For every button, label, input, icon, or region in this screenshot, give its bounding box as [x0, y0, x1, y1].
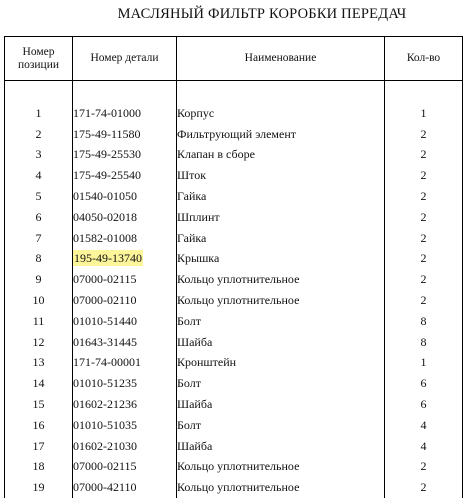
table-row: [5, 415, 463, 436]
position-cell: [5, 145, 73, 166]
part-number-cell: [73, 165, 177, 186]
part-name-cell: [177, 186, 385, 207]
part-name-cell: [177, 269, 385, 290]
quantity-cell: [385, 290, 463, 311]
part-number-cell-text: 01582-01008: [73, 230, 137, 245]
position-cell-text: 9: [35, 272, 42, 287]
part-name-cell-text: Корпус: [177, 105, 215, 120]
quantity-cell-text: 2: [420, 251, 427, 266]
quantity-cell: [385, 353, 463, 374]
header-position: [5, 37, 73, 81]
part-number-cell-text: 01643-31445: [73, 334, 137, 349]
spacer-cell: [73, 81, 177, 104]
part-name-cell: [177, 124, 385, 145]
table-row: [5, 311, 463, 332]
quantity-cell-text: 2: [420, 168, 427, 183]
quantity-cell: [385, 457, 463, 478]
quantity-cell: [385, 373, 463, 394]
quantity-cell-text: 2: [420, 189, 427, 204]
table-row: [5, 165, 463, 186]
part-number-cell-text: 195-49-13740: [74, 251, 142, 266]
spacer-row: [5, 81, 463, 104]
table-row: [5, 124, 463, 145]
part-name-cell-text: Гайка: [177, 230, 207, 245]
position-cell-text: 15: [32, 397, 45, 412]
part-name-cell-text: Кольцо уплотнительное: [177, 480, 300, 495]
position-cell-text: 19: [32, 480, 45, 495]
part-number-cell-text: 04050-02018: [73, 209, 137, 224]
table-row: [5, 373, 463, 394]
part-number-cell-text: 01602-21030: [73, 438, 137, 453]
table-row: [5, 353, 463, 374]
table-row: [5, 228, 463, 249]
part-number-cell-text: 01010-51235: [73, 376, 137, 391]
part-number-cell: [73, 436, 177, 457]
part-name-cell-text: Болт: [177, 313, 201, 328]
table-body: [5, 81, 463, 499]
position-cell: [5, 249, 73, 270]
position-cell: [5, 207, 73, 228]
position-cell: [5, 436, 73, 457]
part-number-cell-text: 07000-02110: [73, 293, 137, 308]
position-cell: [5, 477, 73, 498]
quantity-cell-text: 6: [420, 376, 427, 391]
part-name-cell: [177, 145, 385, 166]
part-number-cell-text: 07000-02115: [73, 459, 137, 474]
quantity-cell: [385, 124, 463, 145]
quantity-cell-text: 6: [420, 397, 427, 412]
part-number-cell: [73, 186, 177, 207]
part-name-cell: [177, 165, 385, 186]
quantity-cell-text: 4: [420, 417, 427, 432]
position-cell: [5, 311, 73, 332]
position-cell: [5, 373, 73, 394]
table-row: [5, 145, 463, 166]
quantity-cell: [385, 477, 463, 498]
position-cell-text: 8: [35, 251, 42, 266]
position-cell: [5, 394, 73, 415]
quantity-cell-text: 1: [420, 355, 427, 370]
position-cell-text: 14: [32, 376, 45, 391]
part-name-cell: [177, 311, 385, 332]
table-row: [5, 332, 463, 353]
table-row: [5, 436, 463, 457]
part-number-cell: [73, 457, 177, 478]
part-name-cell-text: Болт: [177, 376, 201, 391]
quantity-cell: [385, 311, 463, 332]
part-name-cell-text: Гайка: [177, 189, 207, 204]
position-cell-text: 2: [35, 126, 42, 141]
position-cell: [5, 290, 73, 311]
part-number-cell-text: 07000-42110: [73, 480, 137, 495]
part-number-cell-text: 07000-02115: [73, 272, 137, 287]
spacer-cell: [177, 81, 385, 104]
part-name-cell: [177, 207, 385, 228]
header-position-line1: Номер: [22, 45, 55, 58]
quantity-cell-text: 2: [420, 209, 427, 224]
position-cell: [5, 269, 73, 290]
part-name-cell-text: Болт: [177, 417, 201, 432]
position-cell: [5, 186, 73, 207]
document-title: МАСЛЯНЫЙ ФИЛЬТР КОРОБКИ ПЕРЕДАЧ: [117, 6, 407, 22]
position-cell-text: 11: [32, 313, 45, 328]
parts-table: [4, 36, 463, 498]
part-name-cell-text: Шайба: [177, 397, 213, 412]
part-name-cell-text: Кольцо уплотнительное: [177, 272, 300, 287]
position-cell: [5, 124, 73, 145]
quantity-cell: [385, 145, 463, 166]
part-number-cell: [73, 228, 177, 249]
part-number-cell-text: 01540-01050: [73, 189, 137, 204]
part-number-cell-text: 01010-51440: [73, 313, 137, 328]
position-cell-text: 3: [35, 147, 42, 162]
position-cell-text: 10: [32, 293, 45, 308]
part-number-cell-text: 175-49-11580: [73, 126, 141, 141]
position-cell: [5, 353, 73, 374]
part-number-cell: [73, 353, 177, 374]
part-name-cell-text: Шайба: [177, 438, 213, 453]
part-name-cell-text: Кольцо уплотнительное: [177, 459, 300, 474]
part-number-cell: [73, 394, 177, 415]
part-name-cell-text: Шток: [177, 168, 207, 183]
part-name-cell: [177, 373, 385, 394]
table-row: [5, 477, 463, 498]
position-cell: [5, 332, 73, 353]
quantity-cell-text: 1: [420, 105, 427, 120]
quantity-cell-text: 2: [420, 126, 427, 141]
header-part-number: Номер детали: [73, 37, 177, 81]
position-cell-text: 12: [32, 334, 45, 349]
position-cell-text: 7: [35, 230, 42, 245]
part-name-cell: [177, 353, 385, 374]
position-cell: [5, 415, 73, 436]
part-name-cell: [177, 249, 385, 270]
table-row: [5, 103, 463, 124]
table-row: [5, 186, 463, 207]
quantity-cell: [385, 249, 463, 270]
part-number-cell: [73, 145, 177, 166]
position-cell: [5, 103, 73, 124]
table-header-row: [5, 37, 463, 81]
part-number-cell: [73, 124, 177, 145]
quantity-cell-text: 2: [420, 459, 427, 474]
part-number-cell: [73, 207, 177, 228]
quantity-cell-text: 2: [420, 293, 427, 308]
part-name-cell: [177, 103, 385, 124]
position-cell: [5, 228, 73, 249]
spacer-cell: [5, 81, 73, 104]
position-cell: [5, 457, 73, 478]
position-cell: [5, 165, 73, 186]
part-number-cell: [73, 332, 177, 353]
quantity-cell: [385, 103, 463, 124]
part-name-cell-text: Клапан в сборе: [177, 147, 255, 162]
table-row: [5, 249, 463, 270]
quantity-cell-text: 2: [420, 272, 427, 287]
quantity-cell-text: 2: [420, 480, 427, 495]
part-number-cell-text: 01010-51035: [73, 417, 137, 432]
quantity-cell: [385, 165, 463, 186]
table-row: [5, 290, 463, 311]
part-number-cell-text: 175-49-25540: [73, 168, 141, 183]
table-row: [5, 394, 463, 415]
part-name-cell: [177, 332, 385, 353]
quantity-cell: [385, 394, 463, 415]
part-name-cell-text: Шайба: [177, 334, 213, 349]
part-number-cell-text: 175-49-25530: [73, 147, 141, 162]
part-name-cell: [177, 457, 385, 478]
part-number-cell: [73, 415, 177, 436]
part-name-cell: [177, 477, 385, 498]
position-cell-text: 13: [32, 355, 45, 370]
part-name-cell-text: Шплинт: [177, 209, 220, 224]
quantity-cell: [385, 269, 463, 290]
part-number-cell: [73, 269, 177, 290]
quantity-cell-text: 2: [420, 147, 427, 162]
part-name-cell: [177, 228, 385, 249]
part-number-cell-text: 171-74-00001: [73, 355, 141, 370]
position-cell-text: 5: [35, 189, 42, 204]
quantity-cell-text: 8: [420, 313, 427, 328]
part-number-cell-text: 171-74-01000: [73, 105, 141, 120]
part-name-cell-text: Кронштейн: [177, 355, 237, 370]
quantity-cell: [385, 186, 463, 207]
part-number-cell-text: 01602-21236: [73, 397, 137, 412]
position-cell-text: 6: [35, 209, 42, 224]
table-row: [5, 457, 463, 478]
part-name-cell: [177, 436, 385, 457]
spacer-cell: [385, 81, 463, 104]
part-number-cell: [73, 373, 177, 394]
quantity-cell: [385, 436, 463, 457]
position-cell-text: 1: [35, 105, 42, 120]
part-number-cell: [73, 249, 177, 270]
table-row: [5, 269, 463, 290]
position-cell-text: 4: [35, 168, 42, 183]
part-number-cell: [73, 290, 177, 311]
part-name-cell-text: Кольцо уплотнительное: [177, 293, 300, 308]
quantity-cell: [385, 228, 463, 249]
position-cell-text: 16: [32, 417, 45, 432]
quantity-cell-text: 8: [420, 334, 427, 349]
part-name-cell: [177, 290, 385, 311]
quantity-cell: [385, 207, 463, 228]
header-name: Наименование: [177, 37, 385, 81]
part-name-cell: [177, 394, 385, 415]
quantity-cell-text: 2: [420, 230, 427, 245]
quantity-cell: [385, 415, 463, 436]
position-cell-text: 17: [32, 438, 45, 453]
header-quantity: Кол-во: [385, 37, 463, 81]
table-row: [5, 207, 463, 228]
part-number-cell: [73, 477, 177, 498]
part-name-cell-text: Фильтрующий элемент: [177, 126, 297, 141]
part-name-cell: [177, 415, 385, 436]
quantity-cell: [385, 332, 463, 353]
position-cell-text: 18: [32, 459, 45, 474]
header-position-line2: позиции: [17, 58, 60, 71]
part-number-cell: [73, 311, 177, 332]
quantity-cell-text: 4: [420, 438, 427, 453]
part-number-cell: [73, 103, 177, 124]
part-name-cell-text: Крышка: [177, 251, 220, 266]
